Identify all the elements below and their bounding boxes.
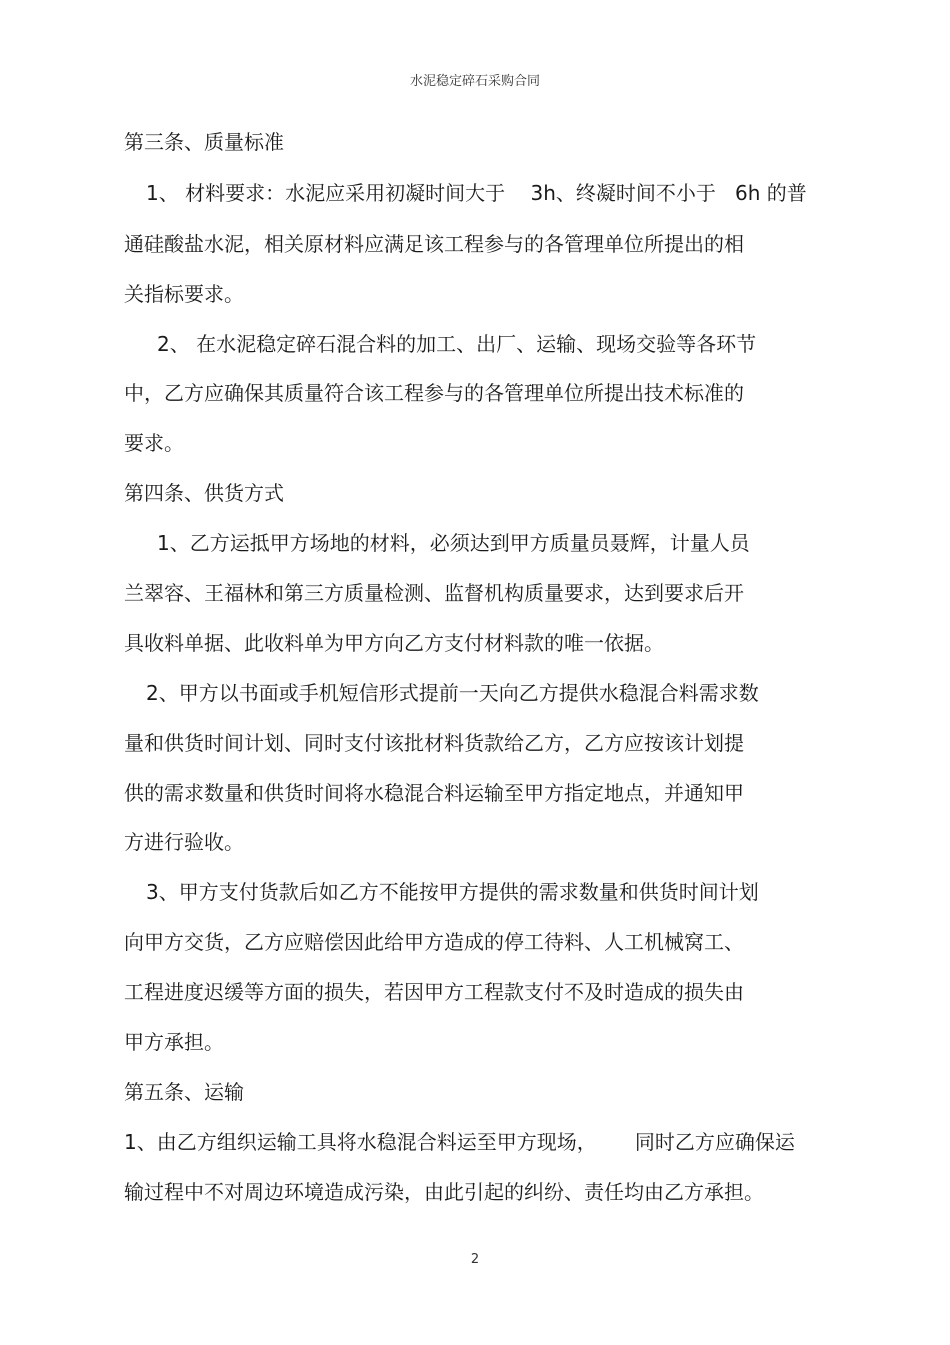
- paragraph-line: 中，乙方应确保其质量符合该工程参与的各管理单位所提出技术标准的: [124, 381, 744, 405]
- paragraph-line: 向甲方交货，乙方应赔偿因此给甲方造成的停工待料、人工机械窝工、: [124, 930, 744, 954]
- paragraph-line: 兰翠容、王福林和第三方质量检测、监督机构质量要求，达到要求后开: [124, 581, 744, 605]
- paragraph-line: 甲方承担。: [124, 1030, 224, 1054]
- page-number: 2: [470, 1252, 480, 1267]
- section-5-heading: 第五条、运输: [124, 1080, 244, 1104]
- running-header: 水泥稳定碎石采购合同: [409, 74, 540, 89]
- paragraph-line: 供的需求数量和供货时间将水稳混合料运输至甲方指定地点，并通知甲: [124, 781, 744, 805]
- paragraph-line: 1、 材料要求：水泥应采用初凝时间大于 3h、终凝时间不小于 6h 的普: [146, 181, 807, 205]
- section-4-heading: 第四条、供货方式: [124, 481, 284, 505]
- paragraph-line: 关指标要求。: [124, 282, 244, 306]
- paragraph-line: 3、甲方支付货款后如乙方不能按甲方提供的需求数量和供货时间计划: [146, 880, 759, 904]
- section-3-heading: 第三条、质量标准: [124, 130, 284, 154]
- paragraph-line: 输过程中不对周边环境造成污染，由此引起的纠纷、责任均由乙方承担。: [124, 1180, 764, 1204]
- paragraph-line: 要求。: [124, 431, 184, 455]
- paragraph-line: 通硅酸盐水泥，相关原材料应满足该工程参与的各管理单位所提出的相: [124, 232, 744, 256]
- paragraph-line: 方进行验收。: [124, 830, 244, 854]
- paragraph-line: 1、乙方运抵甲方场地的材料，必须达到甲方质量员聂辉，计量人员: [157, 531, 750, 555]
- paragraph-line: 2、 在水泥稳定碎石混合料的加工、出厂、运输、现场交验等各环节: [157, 332, 757, 356]
- paragraph-line: 工程进度迟缓等方面的损失，若因甲方工程款支付不及时造成的损失由: [124, 980, 744, 1004]
- paragraph-line: 量和供货时间计划、同时支付该批材料货款给乙方，乙方应按该计划提: [124, 731, 744, 755]
- paragraph-line: 2、甲方以书面或手机短信形式提前一天向乙方提供水稳混合料需求数: [146, 681, 759, 705]
- paragraph-line: 具收料单据、此收料单为甲方向乙方支付材料款的唯一依据。: [124, 631, 664, 655]
- paragraph-line: 1、由乙方组织运输工具将水稳混合料运至甲方现场， 同时乙方应确保运: [124, 1130, 795, 1154]
